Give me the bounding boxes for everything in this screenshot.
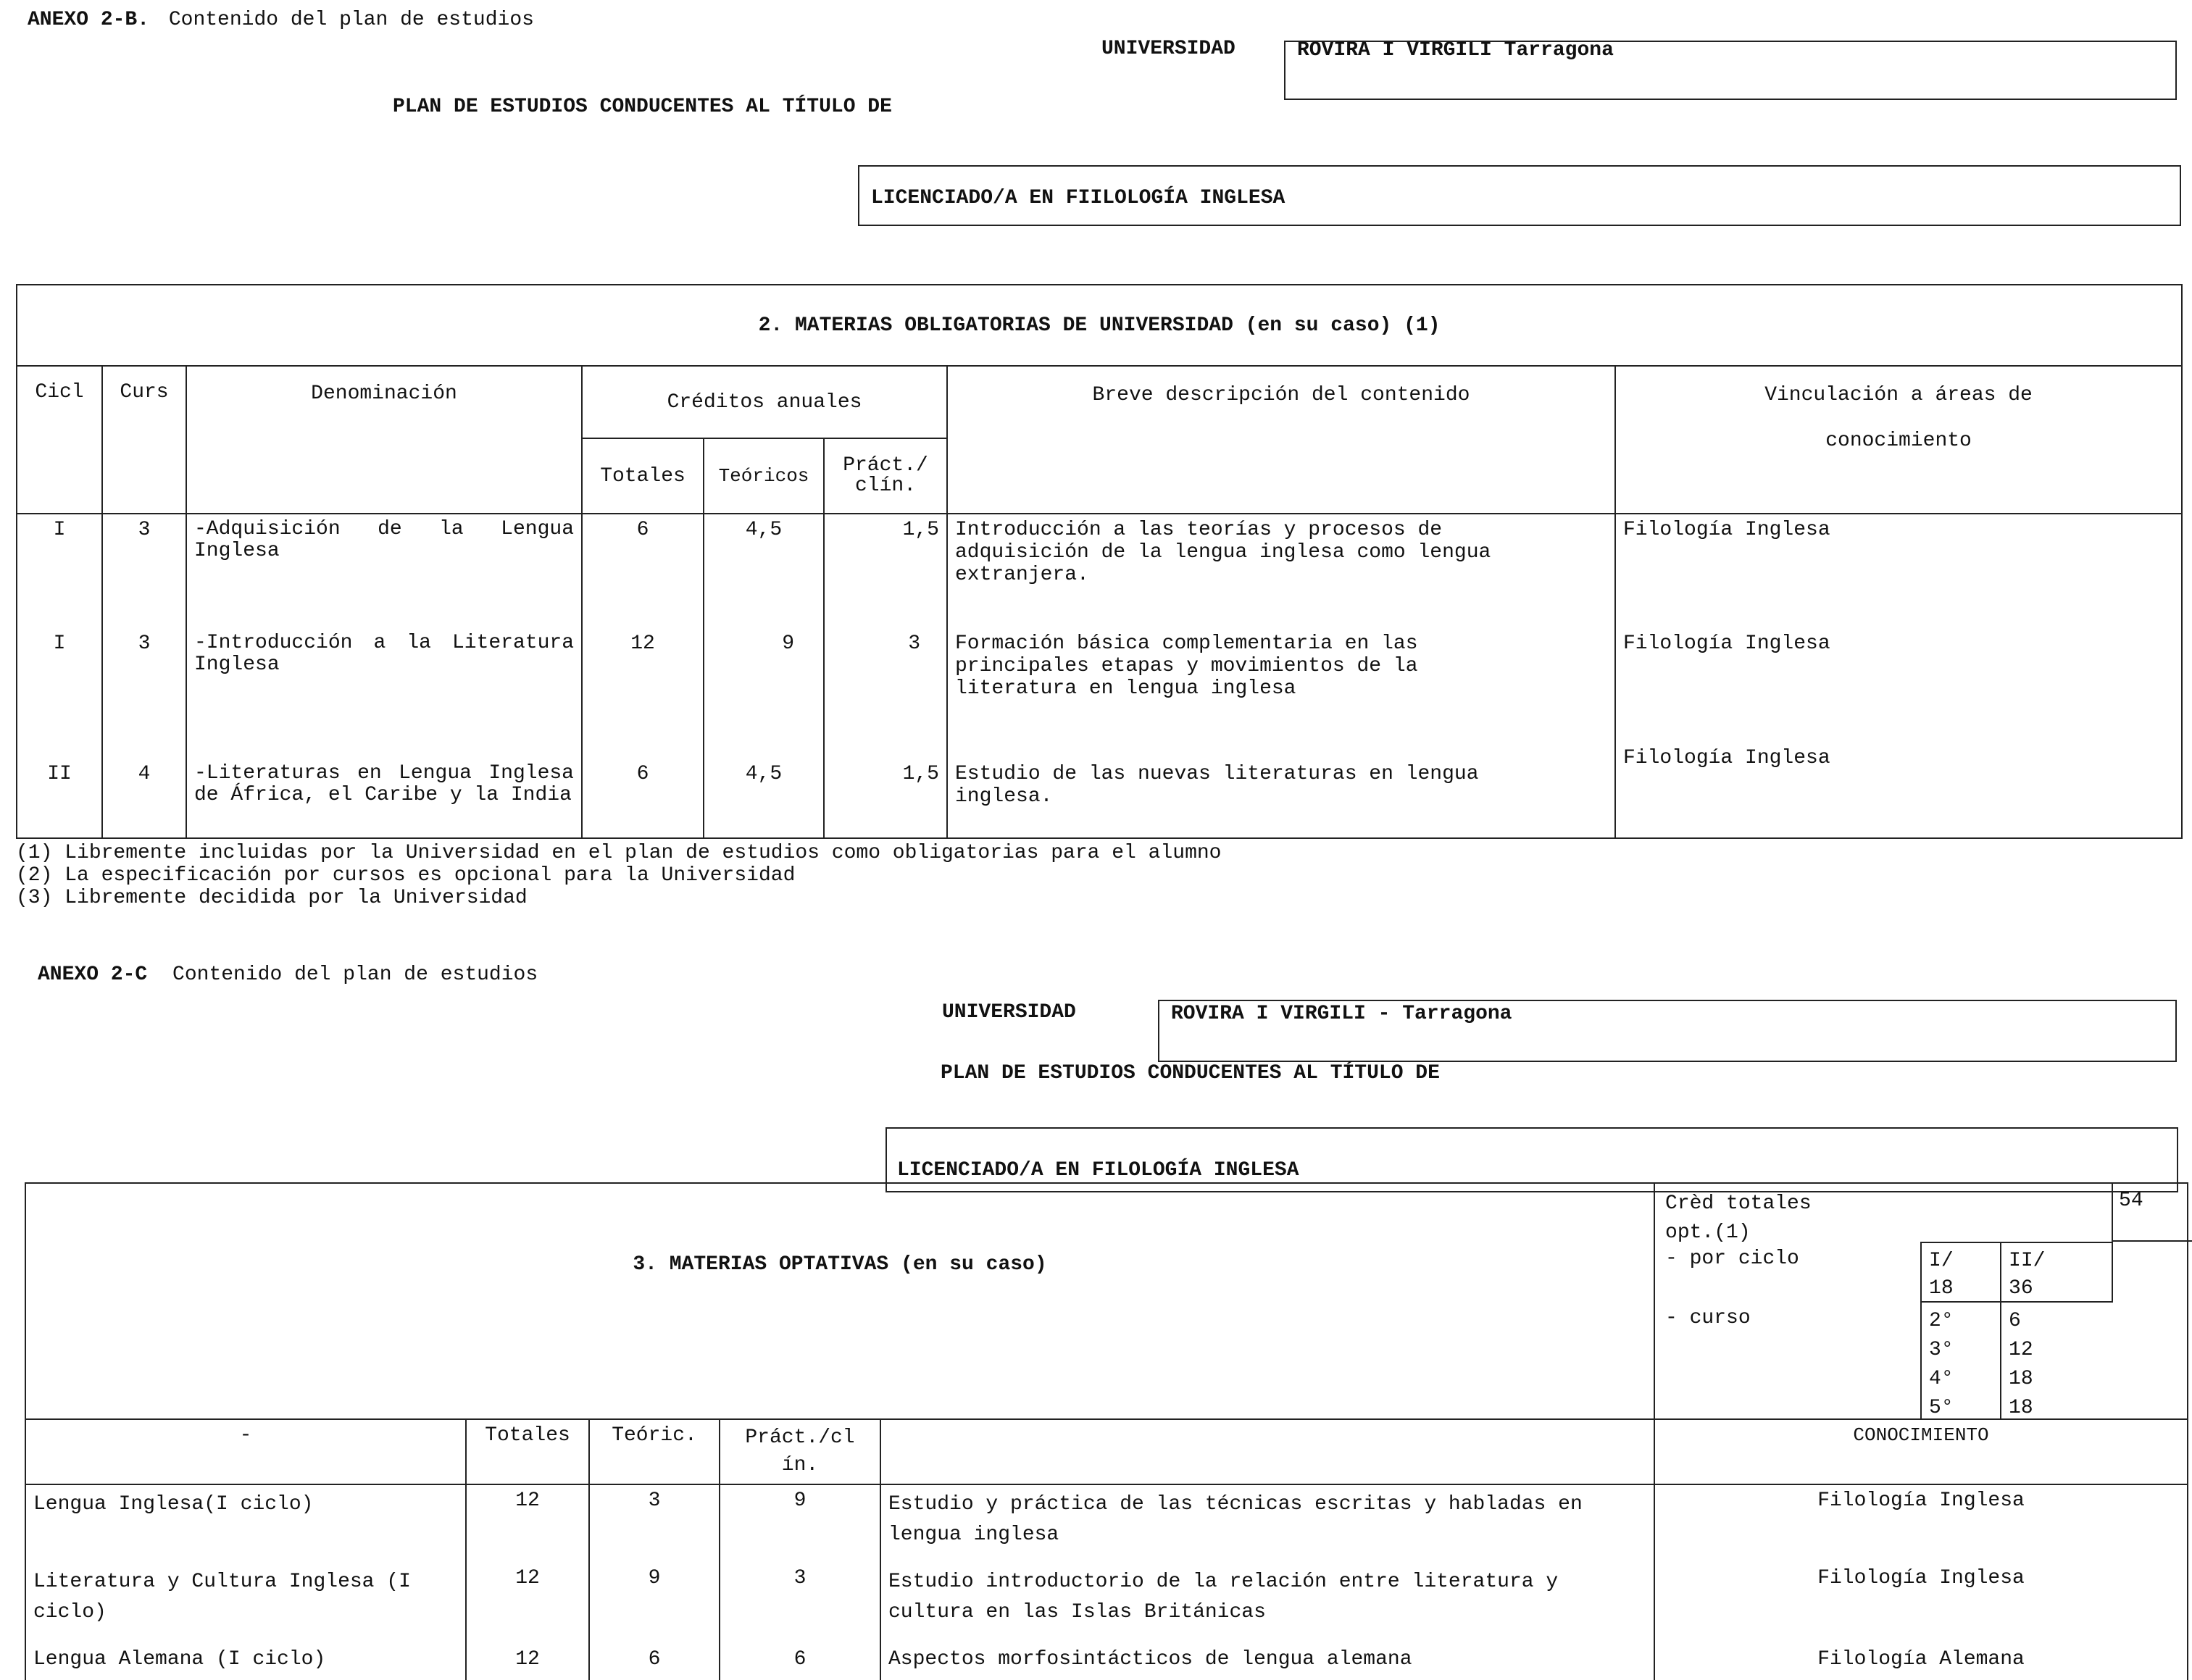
- annex-b-table: [16, 284, 2183, 839]
- curso-row: [1929, 1307, 2033, 1423]
- row-cicl: I: [17, 628, 102, 743]
- row-cicl: II: [17, 743, 102, 838]
- c-row-practicos: 3: [720, 1563, 880, 1644]
- cred-totales-value: 54: [2119, 1190, 2143, 1212]
- row-area: Filología Inglesa: [1615, 743, 2182, 838]
- c-row-totales: 12: [466, 1563, 589, 1644]
- c-col-header-teoric: Teóric.: [589, 1419, 720, 1484]
- c-row-practicos: 9: [720, 1484, 880, 1563]
- curso-2-cred: 6: [2009, 1310, 2021, 1332]
- annex-b-heading-text: Contenido del plan de estudios: [168, 9, 534, 31]
- annex-b-degree: LICENCIADO/A EN FIILOLOGÍA INGLESA: [871, 187, 1285, 209]
- row-area: Filología Inglesa: [1615, 628, 2182, 743]
- annex-c-heading-label: ANEXO 2-C: [38, 964, 148, 986]
- row-curs: 3: [102, 628, 186, 743]
- col-header-vinculacion: [1615, 366, 2182, 514]
- col-header-vinculacion-2: conocimiento: [1825, 430, 1972, 452]
- por-ciclo-label: - por ciclo: [1665, 1248, 1799, 1270]
- c-row-totales: 12: [466, 1644, 589, 1680]
- c-row-descripcion: Aspectos morfosintácticos de lengua alemana: [880, 1644, 1654, 1680]
- col-header-creditos: Créditos anuales: [582, 366, 947, 438]
- col-header-cicl: Cicl: [17, 366, 102, 514]
- col-header-totales: Totales: [582, 438, 704, 514]
- row-denominacion: -Adquisición de la Lengua Inglesa: [186, 514, 582, 628]
- c-row-practicos: 6: [720, 1644, 880, 1680]
- annex-b-university-value: ROVIRA I VIRGILI Tarragona: [1297, 39, 1614, 62]
- table-row: [17, 628, 2182, 743]
- c-row-denominacion: Lengua Alemana (I ciclo): [25, 1644, 466, 1680]
- row-cicl: I: [17, 514, 102, 628]
- annex-b-university-label: UNIVERSIDAD: [1101, 38, 1235, 60]
- annex-b-plan-title: PLAN DE ESTUDIOS CONDUCENTES AL TÍTULO DE: [393, 96, 892, 118]
- c-row-area: Filología Inglesa: [1654, 1563, 2188, 1644]
- c-col-header-dash: -: [25, 1419, 466, 1484]
- row-denominacion: -Literaturas en Lengua Inglesa de África, el Caribe y la India: [186, 743, 582, 838]
- col-header-descripcion: Breve descripción del contenido: [947, 366, 1615, 514]
- table-row: [17, 514, 2182, 628]
- row-practicos: 1,5: [824, 743, 947, 838]
- curso-5: 5°: [1929, 1397, 1954, 1419]
- c-col-header-conocimiento: CONOCIMIENTO: [1654, 1419, 2188, 1484]
- row-totales: 12: [582, 628, 704, 743]
- footnote-2: (2) La especificación por cursos es opcional para la Universidad: [16, 864, 796, 887]
- row-descripcion: Introducción a las teorías y procesos de adquisición de la lengua inglesa como lengua extranjera.: [947, 514, 1615, 628]
- c-row-denominacion: Literatura y Cultura Inglesa (I ciclo): [25, 1563, 466, 1644]
- curso-2: 2°: [1929, 1310, 1954, 1332]
- annex-c-table-title: 3. MATERIAS OPTATIVAS (en su caso): [25, 1183, 1654, 1419]
- ciclo-2: II/ 36: [2009, 1250, 2046, 1300]
- row-area: Filología Inglesa: [1615, 514, 2182, 628]
- c-row-area: Filología Alemana: [1654, 1644, 2188, 1680]
- row-curs: 4: [102, 743, 186, 838]
- annex-b-heading-label: ANEXO 2-B.: [28, 9, 150, 31]
- curso-4: 4°: [1929, 1368, 1954, 1390]
- row-teoricos: 4,5: [704, 514, 824, 628]
- table-row: [25, 1484, 2188, 1563]
- curso-3: 3°: [1929, 1339, 1954, 1361]
- c-col-header-practicos: Práct./cl ín.: [720, 1419, 880, 1484]
- annex-c-university-box: [1158, 1000, 2177, 1062]
- c-row-teoric: 9: [589, 1563, 720, 1644]
- c-row-teoric: 3: [589, 1484, 720, 1563]
- curso-label: - curso: [1665, 1307, 1751, 1329]
- c-col-header-totales: Totales: [466, 1419, 589, 1484]
- c-row-teoric: 6: [589, 1644, 720, 1680]
- curso-3-cred: 12: [2009, 1339, 2033, 1361]
- col-header-vinculacion-1: Vinculación a áreas de: [1764, 384, 2033, 406]
- annex-b-degree-box: [858, 165, 2181, 226]
- c-row-descripcion: Estudio introductorio de la relación entre literatura y cultura en las Islas Británicas: [880, 1563, 1654, 1644]
- table-row: [25, 1644, 2188, 1680]
- table-row: [25, 1563, 2188, 1644]
- c-row-descripcion: Estudio y práctica de las técnicas escritas y habladas en lengua inglesa: [880, 1484, 1654, 1563]
- c-row-denominacion: Lengua Inglesa(I ciclo): [25, 1484, 466, 1563]
- annex-c-heading-text: Contenido del plan de estudios: [172, 964, 538, 986]
- row-curs: 3: [102, 514, 186, 628]
- annex-b-table-title: 2. MATERIAS OBLIGATORIAS DE UNIVERSIDAD (en su caso) (1): [17, 285, 2182, 366]
- table-row: [17, 743, 2182, 838]
- col-header-teoricos: Teóricos: [704, 438, 824, 514]
- c-row-totales: 12: [466, 1484, 589, 1563]
- row-practicos: 1,5: [824, 514, 947, 628]
- annex-c-heading: [38, 964, 538, 986]
- row-teoricos: 4,5: [704, 743, 824, 838]
- annex-c-university-value: ROVIRA I VIRGILI - Tarragona: [1171, 1003, 1512, 1025]
- annex-c-table: [25, 1182, 2188, 1680]
- curso-4-cred: 18: [2009, 1368, 2033, 1390]
- row-denominacion: -Introducción a la Literatura Inglesa: [186, 628, 582, 743]
- cred-totales-label: Crèd totales opt.(1): [1665, 1192, 1812, 1244]
- annex-b-notes: [16, 842, 1221, 909]
- footnote-1: (1) Libremente incluidas por la Universidad en el plan de estudios como obligatorias para el alumno: [16, 842, 1222, 864]
- c-col-header-descripcion: [880, 1419, 1654, 1484]
- annex-b-university-box: [1284, 41, 2177, 100]
- annex-c-plan-title: PLAN DE ESTUDIOS CONDUCENTES AL TÍTULO DE: [941, 1062, 1440, 1085]
- footnote-3: (3) Libremente decidida por la Universidad: [16, 887, 528, 909]
- row-totales: 6: [582, 514, 704, 628]
- annex-c-credits-panel: [1654, 1183, 2188, 1419]
- row-totales: 6: [582, 743, 704, 838]
- annex-c-university-label: UNIVERSIDAD: [942, 1001, 1076, 1024]
- row-practicos: 3: [824, 628, 947, 743]
- curso-5-cred: 18: [2009, 1397, 2033, 1419]
- col-header-practicos: Práct./ clín.: [824, 438, 947, 514]
- ciclo-1: I/ 18: [1929, 1250, 1954, 1300]
- cred-panel-grid: [2112, 1184, 2113, 1242]
- annex-b-heading: [28, 9, 534, 31]
- col-header-denominacion: Denominación: [186, 366, 582, 514]
- col-header-curs: Curs: [102, 366, 186, 514]
- annex-c-degree: LICENCIADO/A EN FILOLOGÍA INGLESA: [897, 1159, 1299, 1182]
- c-row-area: Filología Inglesa: [1654, 1484, 2188, 1563]
- row-descripcion: Formación básica complementaria en las principales etapas y movimientos de la literatura en lengua inglesa: [947, 628, 1615, 743]
- row-descripcion: Estudio de las nuevas literaturas en lengua inglesa.: [947, 743, 1615, 838]
- row-teoricos: 9: [704, 628, 824, 743]
